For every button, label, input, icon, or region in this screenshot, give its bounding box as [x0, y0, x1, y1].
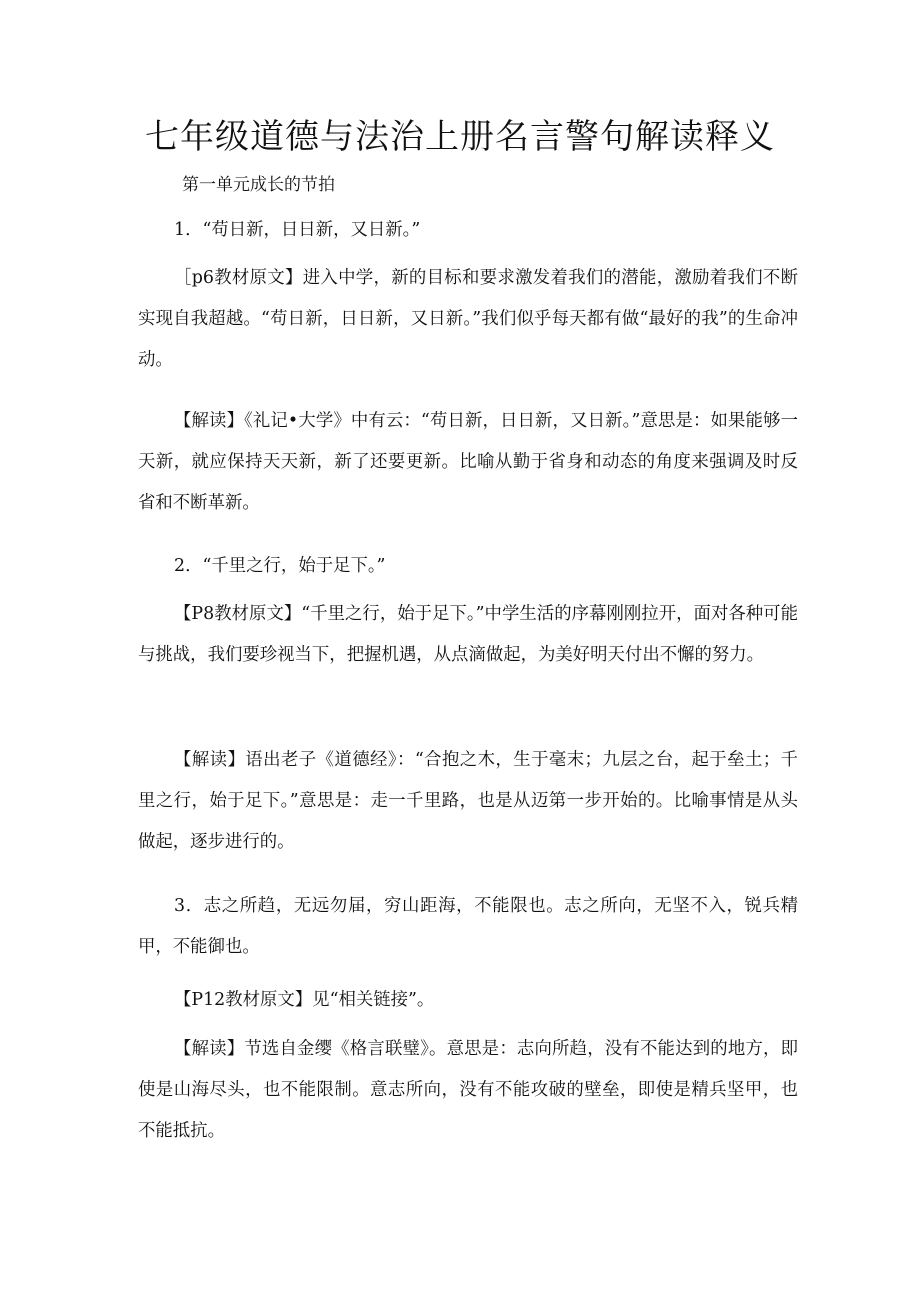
item-2-quote: 2．“千里之行，始于足下。”	[174, 556, 386, 576]
item-1-interpretation: 【解读】《礼记•大学》中有云：“苟日新，日日新，又日新。”意思是：如果能够一天新，就应保持天天新，新了还要更新。比喻从勤于省身和动态的角度来强调及时反省和不断革新。	[138, 411, 798, 513]
item-2-source-text: 【P8教材原文】“千里之行，始于足下。”中学生活的序幕刚刚拉开，面对各种可能与挑战，我们要珍视当下，把握机遇，从点滴做起，为美好明天付出不懈的努力。	[138, 604, 798, 665]
item-3-quote: 3．志之所趋，无远勿届，穷山距海，不能限也。志之所向，无坚不入，锐兵精甲，不能御也。	[138, 896, 798, 957]
item-3-interpretation: 【解读】节选自金缨《格言联璧》。意思是：志向所趋，没有不能达到的地方，即使是山海尽头，也不能限制。意志所向，没有不能攻破的壁垒，即使是精兵坚甲，也不能抵抗。	[138, 1039, 798, 1141]
item-1-source-text: ［p6教材原文】进入中学，新的目标和要求激发着我们的潜能，激励着我们不断实现自我超越。“苟日新，日日新，又日新。”我们似乎每天都有做“最好的我”的生命冲动。	[138, 268, 798, 370]
item-3-source-text: 【P12教材原文】见“相关链接”。	[174, 990, 435, 1010]
page-title: 七年级道德与法治上册名言警句解读释义	[145, 117, 775, 157]
unit-heading: 第一单元成长的节拍	[182, 175, 335, 195]
item-1-quote: 1．“苟日新，日日新，又日新。”	[174, 220, 421, 240]
item-2-interpretation: 【解读】语出老子《道德经》：“合抱之木，生于毫末；九层之台，起于垒土；千里之行，始于足下。”意思是：走一千里路，也是从迈第一步开始的。比喻事情是从头做起，逐步进行的。	[138, 750, 798, 852]
